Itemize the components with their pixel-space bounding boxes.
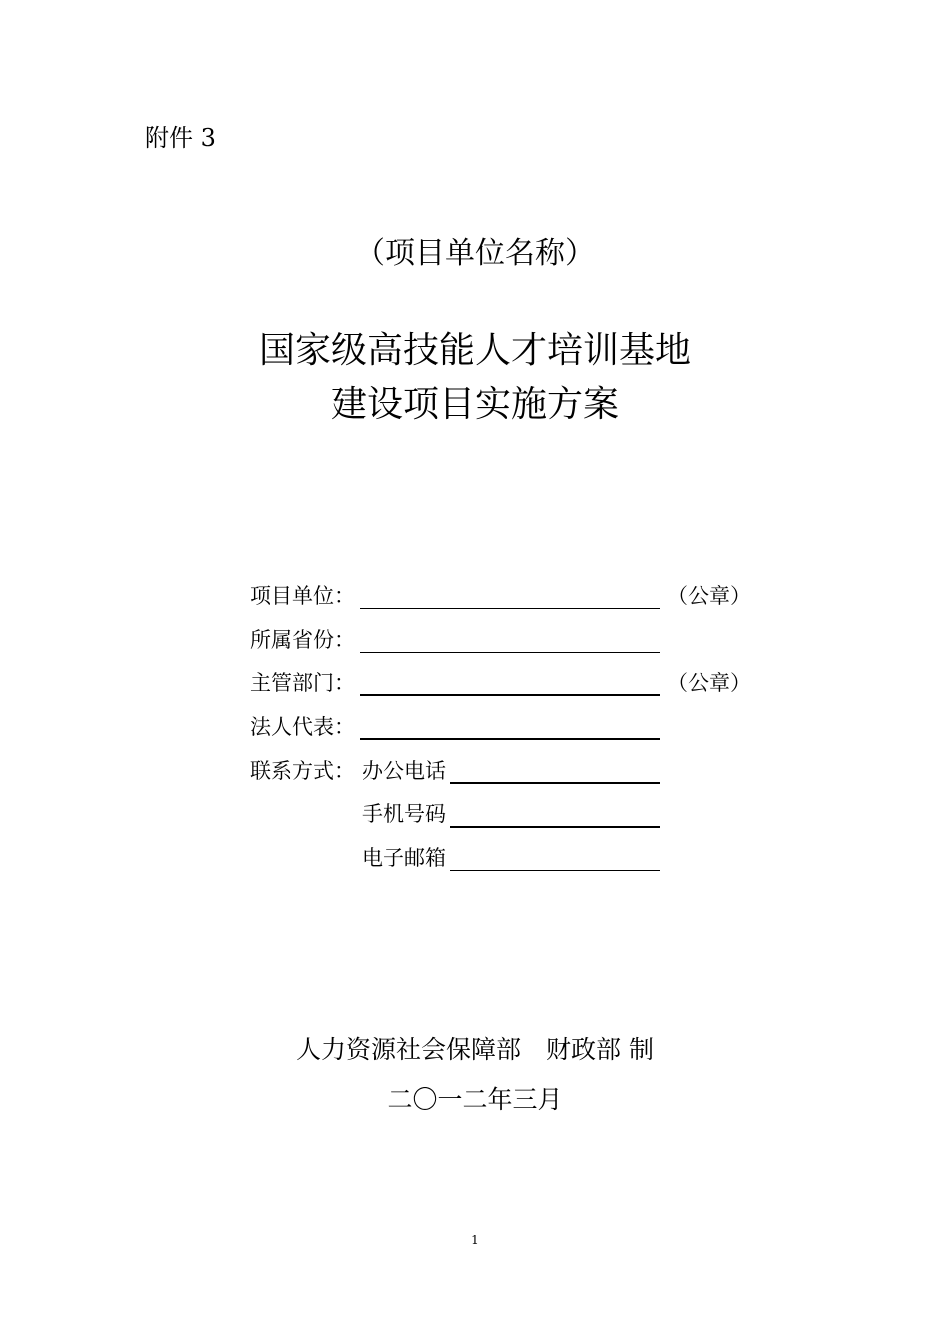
province-field[interactable] bbox=[360, 632, 660, 653]
attachment-label: 附件 3 bbox=[145, 124, 216, 152]
seal-note-authority: （公章） bbox=[667, 671, 751, 695]
project-unit-field[interactable] bbox=[360, 588, 660, 609]
contact-label: 联系方式： bbox=[250, 759, 355, 783]
mobile-field[interactable] bbox=[450, 806, 660, 828]
province-label: 所属省份： bbox=[250, 628, 355, 652]
issuer-line: 人力资源社会保障部 财政部 制 bbox=[296, 1035, 654, 1064]
seal-note-project-unit: （公章） bbox=[667, 584, 751, 608]
document-title-line-1: 国家级高技能人才培训基地 bbox=[258, 330, 691, 371]
issue-date: 二〇一二年三月 bbox=[387, 1085, 563, 1114]
email-field[interactable] bbox=[450, 850, 660, 871]
email-label: 电子邮箱 bbox=[362, 846, 446, 870]
authority-label: 主管部门： bbox=[250, 671, 355, 695]
authority-field[interactable] bbox=[360, 674, 660, 696]
document-title-line-2: 建设项目实施方案 bbox=[330, 384, 619, 425]
mobile-label: 手机号码 bbox=[362, 802, 446, 826]
legal-rep-field[interactable] bbox=[360, 718, 660, 740]
project-unit-name-placeholder: （项目单位名称） bbox=[355, 236, 595, 271]
legal-rep-label: 法人代表： bbox=[250, 715, 355, 739]
project-unit-label: 项目单位： bbox=[250, 584, 355, 608]
office-phone-label: 办公电话 bbox=[362, 759, 446, 783]
office-phone-field[interactable] bbox=[450, 762, 660, 784]
page-number: 1 bbox=[471, 1233, 479, 1247]
